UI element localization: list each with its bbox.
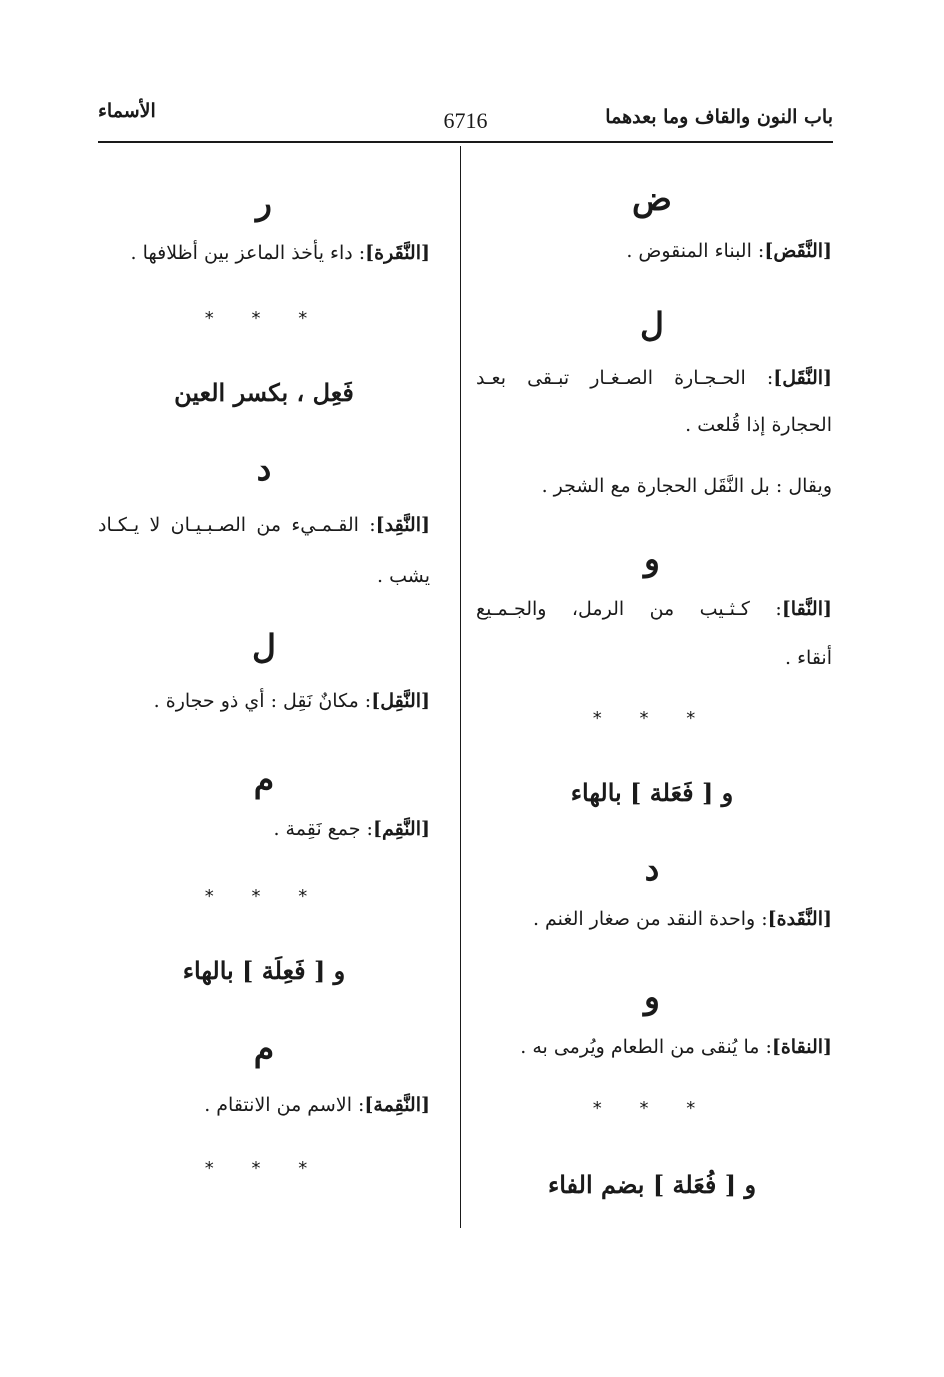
letter-heading-ra: ر [256, 183, 272, 222]
letter-heading-lam: ل [252, 627, 276, 666]
entry-naqid-continued: يشب . [377, 565, 430, 587]
section-separator: * * * [204, 1158, 324, 1179]
letter-heading-dal: د [644, 849, 660, 888]
entry-definition: : الحـجـارة الصـغـار تبـقى بعـد [476, 367, 774, 389]
entry-definition: : البناء المنقوض . [626, 240, 765, 262]
entry-headword: [النَّقَض] [764, 240, 832, 262]
entry-naqim [273, 818, 430, 840]
entry-naqa [476, 598, 832, 620]
page-header [98, 100, 833, 140]
letter-heading-lam: ل [640, 305, 664, 344]
entry-definition: : واحدة النقد من صغار الغنم . [532, 908, 768, 930]
entry-definition: : القـمـيء من الصـبـيـان لا يـكـاد [98, 514, 376, 536]
entry-definition: : ما يُنقى من الطعام ويُرمى به . [520, 1036, 772, 1058]
entry-naqal [476, 367, 832, 389]
letter-heading-dad: ض [632, 179, 672, 218]
entry-naqada [533, 908, 832, 930]
pattern-heading-fuala: و [ فُعَلة ] بضم الفاء [547, 1170, 757, 1199]
section-separator: * * * [592, 1098, 712, 1119]
page-number: 6716 [443, 108, 488, 133]
letter-heading-dal: د [256, 449, 272, 488]
entry-definition: : داء يأخذ الماعز بين أظلافها . [130, 242, 366, 264]
entry-definition: : كـثـيب من الرمل، والجـمـيع [476, 598, 782, 620]
entry-headword: [النَّقِل] [371, 690, 430, 712]
entry-headword: [النَّقا] [781, 598, 832, 620]
pattern-heading-fail: فَعِل ، بكسر العين [174, 378, 354, 407]
entry-definition: : جمع نَقِمة . [273, 818, 373, 840]
entry-naqima [204, 1094, 430, 1116]
entry-naqa-continued: أنقاء . [785, 647, 832, 669]
pattern-heading-faala: و [ فَعَلة ] بالهاء [570, 778, 734, 807]
section-separator: * * * [592, 708, 712, 729]
letter-heading-mim: م [253, 760, 275, 799]
entry-headword: [النقاة] [771, 1036, 832, 1058]
letter-heading-waw-2: و [644, 977, 660, 1016]
entry-headword: [النَّقَدة] [767, 908, 832, 930]
entry-headword: [النَّقِد] [375, 514, 430, 536]
entry-naqah [520, 1036, 832, 1058]
column-divider [460, 146, 461, 1228]
entry-naqil [154, 690, 430, 712]
entry-headword: [النَّقَرة] [365, 242, 430, 264]
entry-definition: : الاسم من الانتقام . [204, 1094, 365, 1116]
entry-headword: [النَّقِمة] [364, 1094, 430, 1116]
letter-heading-waw: و [644, 539, 660, 578]
entry-headword: [النَّقَل] [773, 367, 832, 389]
section-title: الأسماء [98, 100, 156, 122]
entry-naqal-note: ويقال : بل النَّقَل الحجارة مع الشجر . [541, 475, 832, 497]
section-separator: * * * [204, 886, 324, 907]
section-separator: * * * [204, 308, 324, 329]
entry-headword: [النَّقِم] [372, 818, 430, 840]
letter-heading-mim-2: م [253, 1029, 275, 1068]
pattern-heading-faila: و [ فَعِلَة ] بالهاء [182, 956, 346, 985]
entry-naqd [626, 240, 832, 262]
chapter-title: باب النون والقاف وما بعدهما [605, 106, 833, 128]
entry-naqara [130, 242, 430, 264]
entry-naqal-continued: الحجارة إذا قُلعت . [685, 414, 832, 436]
entry-naqid [98, 514, 430, 536]
header-rule [98, 141, 833, 143]
entry-definition: : مكانٌ نَقِل : أي ذو حجارة . [153, 690, 372, 712]
